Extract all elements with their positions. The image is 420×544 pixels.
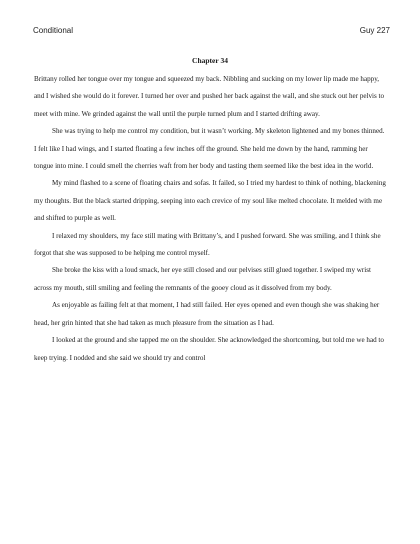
paragraph: I relaxed my shoulders, my face still mating with Brittany’s, and I pushed forward. She was smiling, and I think she forgot that she was supposed to be helping me control myself. (34, 231, 381, 258)
paragraph: Brittany rolled her tongue over my tongue and squeezed my back. Nibbling and sucking on my lower lip made me happy, and I wished she would do it forever. I turned her over and pushed her back against the wall, and she stuck out her pelvis to meet with mine. We grinded against the wall until the purple turned plum and I started drifting away. (34, 75, 385, 118)
running-header (33, 26, 390, 38)
chapter-body (34, 71, 386, 367)
paragraph: My mind flashed to a scene of floating chairs and sofas. It failed, so I tried my hardest to think of nothing, blackening my thoughts. But the black started dripping, seeping into each crevice of my soul like melted chocolate. It melded with me and shifted to purple as well. (34, 179, 386, 223)
book-title: Conditional (33, 26, 74, 35)
paragraph: As enjoyable as failing felt at that moment, I had still failed. Her eyes opened and even though she was shaking her head, her grin hinted that she had taken as much pleasure from the situation as I had. (34, 301, 380, 327)
paragraph: She was trying to help me control my condition, but it wasn’t working. My skeleton lightened and my bones thinned. I felt like I had wings, and I started floating a few inches off the ground. She held me down by the hand, ramming her tongue into mine. I could smell the cherries waft from her body and tasting them seemed like the best idea in the world. (34, 127, 385, 171)
chapter-heading: Chapter 34 (192, 56, 228, 65)
paragraph: I looked at the ground and she tapped me on the shoulder. She acknowledged the shortcoming, but told me we had to keep trying. I nodded and she said we should try and control (34, 336, 384, 362)
page-number: Guy 227 (359, 26, 390, 35)
paragraph: She broke the kiss with a loud smack, her eye still closed and our pelvises still glued together. I swiped my wrist across my mouth, still smiling and feeling the remnants of the gooey cloud as it dissolved from my body. (34, 266, 371, 292)
